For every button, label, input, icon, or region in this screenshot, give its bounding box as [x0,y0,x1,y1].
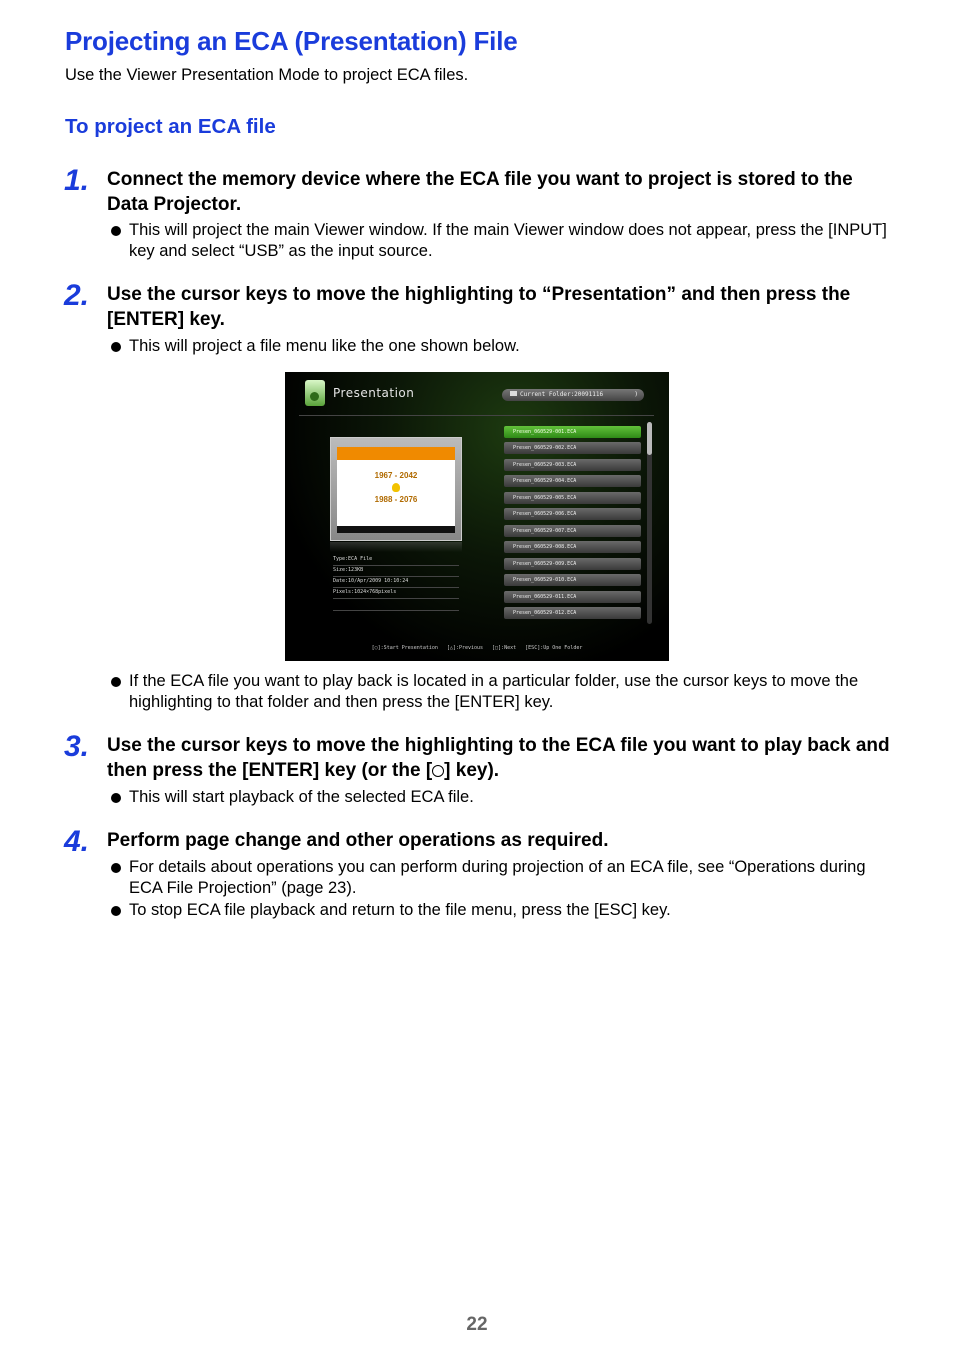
step-1-number: 1. [64,164,90,197]
file-item[interactable]: Presen_060529-003.ECA [504,459,641,471]
info-date: Date:10/Apr/2009 10:10:24 [333,576,459,588]
bullet-icon [111,793,121,803]
thumbnail-year-1: 1967 - 2042 [374,471,418,480]
step-4-number: 4. [64,825,90,858]
file-item[interactable]: Presen_060529-008.ECA [504,541,641,553]
scrollbar-thumb[interactable] [647,422,652,455]
info-blank [333,599,459,611]
preview-thumbnail [330,437,462,541]
folder-icon [510,391,517,396]
step-3-text: Use the cursor keys to move the highlighting to the ECA file you want to play back and then press the [ENTER] key (or the [ ] key). [107,735,890,781]
bullet-icon [111,342,121,352]
step-1-text: Connect the memory device where the ECA file you want to project is stored to the Data Projector. [107,169,853,215]
section-heading: To project an ECA file [65,115,276,138]
current-folder-bar: Current Folder:20091116 ) [502,389,644,401]
file-item[interactable]: Presen_060529-006.ECA [504,508,641,520]
step-2-text: Use the cursor keys to move the highlighting to “Presentation” and then press the [ENTER] key. [107,284,851,330]
bullet-icon [111,863,121,873]
file-item[interactable]: Presen_060529-011.ECA [504,591,641,603]
presentation-logo-icon [305,380,325,406]
step-2-bullet-1: This will project a file menu like the one shown below. [111,336,891,357]
step-4-bullet-2: To stop ECA file playback and return to the file menu, press the [ESC] key. [111,900,891,921]
bullet-icon [111,226,121,236]
file-menu-screenshot [285,372,669,661]
file-item[interactable]: Presen_060529-005.ECA [504,492,641,504]
header-divider [299,415,654,416]
file-item[interactable]: Presen_060529-002.ECA [504,442,641,454]
intro-text: Use the Viewer Presentation Mode to project ECA files. [65,66,469,84]
info-type: Type:ECA File [333,554,459,566]
chevron-right-icon: ) [634,391,638,398]
circle-key-icon [432,765,444,777]
key-guide-footer: [○]:Start Presentation [△]:Previous [□]:Next [ESC]:Up One Folder [371,645,583,651]
thumbnail-year-2: 1988 - 2076 [374,495,418,504]
screenshot-app-title: Presentation [333,386,415,400]
file-item[interactable]: Presen_060529-004.ECA [504,475,641,487]
file-item[interactable]: Presen_060529-009.ECA [504,558,641,570]
file-item[interactable]: Presen_060529-007.ECA [504,525,641,537]
step-1-bullet-1: This will project the main Viewer window. If the main Viewer window does not appear, press the [INPUT] key and select “USB” as the input source. [111,220,891,262]
file-item[interactable]: Presen_060529-001.ECA [504,426,641,438]
page-title: Projecting an ECA (Presentation) File [65,26,518,56]
bullet-icon [111,906,121,916]
info-pixels: Pixels:1024×768pixels [333,587,459,599]
lightbulb-icon [392,483,400,492]
thumbnail-reflection [330,542,462,552]
file-item[interactable]: Presen_060529-010.ECA [504,574,641,586]
step-4-text: Perform page change and other operations as required. [107,830,609,851]
step-3-number: 3. [64,730,90,763]
step-2-bullet-2: If the ECA file you want to play back is located in a particular folder, use the cursor keys to move the highlighting to that folder and then press the [ENTER] key. [111,671,891,713]
page-number: 22 [466,1314,488,1335]
step-4-bullet-1: For details about operations you can perform during projection of an ECA file, see “Operations during ECA File Projection” (page 23). [111,857,891,899]
info-size: Size:123KB [333,565,459,577]
file-item[interactable]: Presen_060529-012.ECA [504,607,641,619]
step-2-number: 2. [64,279,90,312]
step-3-bullet-1: This will start playback of the selected ECA file. [111,787,891,808]
bullet-icon [111,677,121,687]
